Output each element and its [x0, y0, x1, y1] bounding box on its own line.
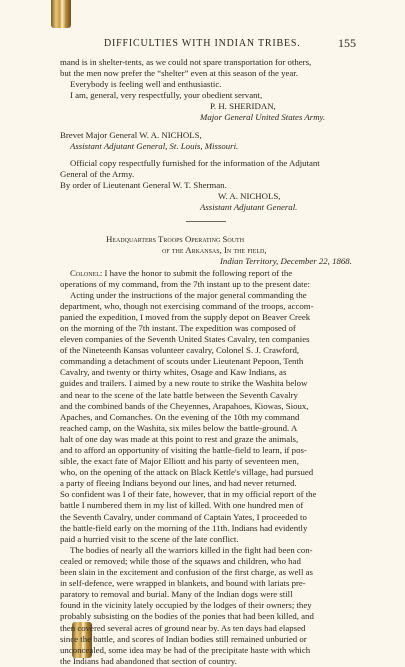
addressee-title: Assistant Adjutant General, St. Louis, Missouri. [70, 140, 239, 151]
text-line: of the Nineteenth Kansas volunteer cavalry, Colonel S. J. Crawford, [60, 345, 300, 356]
page-body [60, 57, 360, 667]
addressee-line: Brevet Major General W. A. NICHOLS, [60, 129, 202, 140]
running-title: DIFFICULTIES WITH INDIAN TRIBES. [104, 38, 301, 49]
text-line: mand is in shelter-tents, as we could not spare transportation for others, [60, 57, 312, 67]
section-divider [186, 221, 226, 222]
text-line: the Indians had abandoned that section of country. [60, 655, 237, 666]
text-line: who, on the opening of the attack on Black Kettle's village, had pursued [60, 467, 314, 478]
text-line: reached camp, on the Washita, six miles below the battle-ground. A [60, 422, 298, 433]
text-line: cealed or removed; while those of the squaws and children, who had [60, 555, 301, 566]
text-line: then covered several acres of ground near by. As ten days had elapsed [60, 622, 306, 633]
text-line: guides and trailers. I aimed by a new route to strike the Washita below [60, 378, 308, 389]
signer-title: Major General United States Army. [200, 112, 326, 123]
report-heading: Headquarters Troops Operating South [106, 234, 245, 245]
endorsement-signer: W. A. NICHOLS, [218, 191, 281, 202]
text-line: paratory to removal and burial. Many of the Indian dogs were still [60, 589, 293, 600]
report-dateline: Indian Territory, December 22, 1868. [220, 256, 352, 267]
text-line: unconcealed, some idea may be had of the precipitate haste with which [60, 644, 311, 655]
text-line: been slain in the excitement and confusion of the first charge, as well as [60, 567, 313, 578]
endorsement-line: General of the Army. [60, 168, 135, 179]
text-line: Acting under the instructions of the major general commanding the [70, 289, 307, 300]
signer-name: P. H. SHERIDAN, [210, 101, 276, 112]
endorsement-line: Official copy respectfully furnished for the information of the Adjutant [70, 157, 320, 168]
text-line: probably subsisting on the bodies of the ponies that had been killed, and [60, 611, 314, 622]
text-line: and near to the scene of the late battle between the Seventh Cavalry [60, 389, 298, 400]
text-line: eleven companies of the Seventh United States Cavalry, ten companies [60, 334, 310, 345]
text-line: a party of fleeing Indians beyond our lines, and had never returned. [60, 478, 297, 489]
text-line: Apaches, and Comanches. On the evening of the 10th my command [60, 411, 300, 422]
text-line: since the battle, and scores of Indian bodies still remained unburied or [60, 633, 307, 644]
text-line: department, who, though not exercising command of the troops, accom- [60, 300, 314, 311]
text-line: paid a hurried visit to the scene of the late conflict. [60, 533, 239, 544]
text-line: the Seventh Cavalry, under command of Captain Yates, I proceeded to [60, 511, 307, 522]
text-line: So confident was I of their fate, however, that in my official report of the [60, 489, 317, 500]
text-line: and to afford an opportunity of visiting the battle-field to learn, if pos- [60, 445, 307, 455]
report-first-line [60, 268, 360, 279]
text-line: in self-defence, were wrapped in blankets, and bound with lariats pre- [60, 578, 306, 589]
text-line: The bodies of nearly all the warriors killed in the fight had been con- [70, 544, 313, 555]
endorsement-line: By order of Lieutenant General W. T. Sherman. [60, 179, 227, 190]
text-line: panied the expedition, I moved from the supply depot on Beaver Creek [60, 311, 311, 322]
page-number: 155 [338, 36, 356, 50]
text-line: Cavalry, and twenty or thirty whites, Osage and Kaw Indians, as [60, 367, 287, 378]
text-line: Everybody is feeling well and enthusiastic. [70, 79, 222, 90]
report-heading: of the Arkansas, In the field, [162, 245, 267, 256]
text-line: on the morning of the 7th instant. The expedition was composed of [60, 322, 296, 333]
salutation: Colonel: [70, 267, 103, 278]
binder-clip-top [51, 0, 71, 28]
text-line: I have the honor to submit the following report of the [102, 267, 293, 278]
text-line: commanding a detachment of scouts under Lieutenant Pepoon, Tenth [60, 356, 304, 367]
text-line: and the combined bands of the Cheyennes, Arapahoes, Kiowas, Sioux, [60, 400, 309, 411]
text-line: halt of one day was made at this point to rest and graze the animals, [60, 433, 299, 444]
text-line: battle I numbered them in my list of killed. With one hundred men of [60, 500, 304, 511]
letter-closing: I am, general, very respectfully, your obedient servant, [70, 90, 263, 101]
text-line: operations of my command, from the 7th instant up to the present date: [60, 278, 310, 289]
text-line: found in the vicinity lately occupied by the lodges of their owners; they [60, 600, 312, 611]
text-line: sible, the exact fate of Major Elliott and his party of seventeen men, [60, 456, 299, 467]
text-line: but the men now prefer the “shelter” even at this season of the year. [60, 68, 298, 79]
endorsement-title: Assistant Adjutant General. [200, 202, 298, 213]
text-line: the battle-field early on the morning of the 11th. Indians had evidently [60, 522, 308, 533]
